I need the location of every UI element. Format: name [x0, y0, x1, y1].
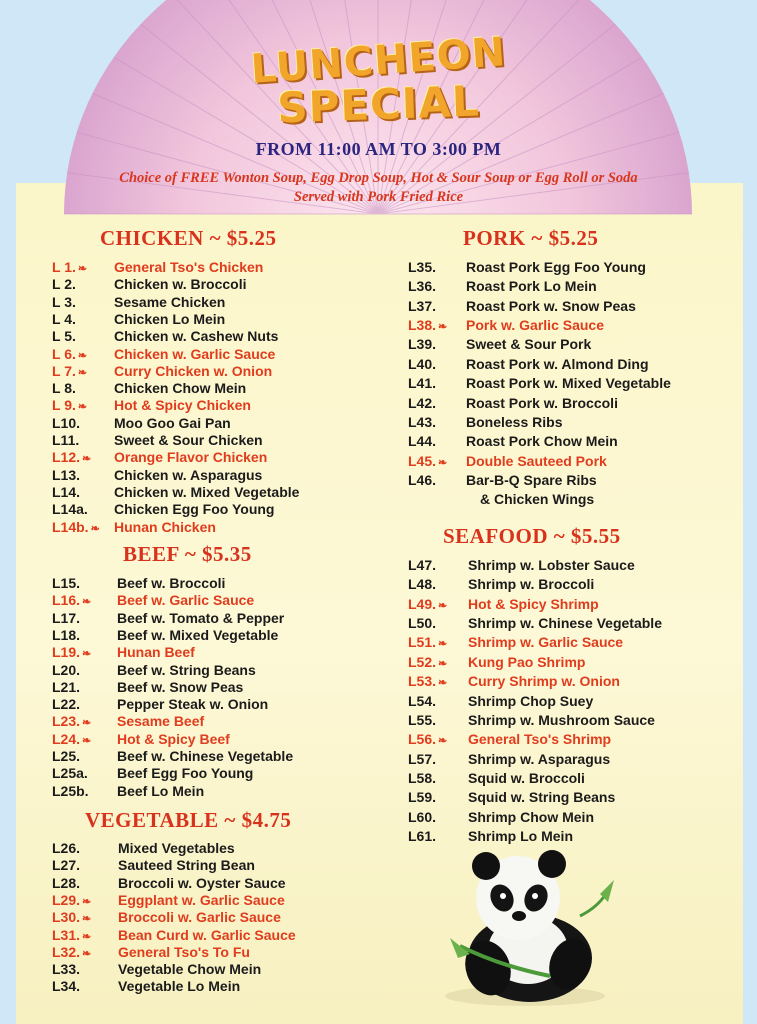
item-name: Hot & Spicy Shrimp [468, 595, 599, 612]
item-code: L 3. [52, 293, 76, 310]
item-name: Roast Pork Chow Mein [466, 433, 618, 450]
served-with-text: Served with Pork Fried Rice [293, 189, 464, 205]
menu-item [52, 944, 382, 961]
menu-item [408, 828, 738, 845]
item-name: Chicken w. Mixed Vegetable [114, 483, 300, 500]
item-code: L10. [52, 414, 81, 431]
item-name: Mixed Vegetables [118, 840, 235, 856]
menu-item [408, 278, 738, 295]
menu-item [408, 673, 738, 690]
spicy-marker-icon: ❧ [77, 349, 88, 362]
menu-item [52, 696, 382, 713]
item-code: L13. [52, 466, 81, 483]
item-code: L42. [408, 394, 437, 411]
item-code: L25. [52, 748, 81, 764]
menu-item [408, 789, 738, 806]
item-name: Shrimp Lo Mein [468, 827, 573, 844]
menu-item [408, 693, 738, 710]
item-name: Roast Pork Lo Mein [466, 278, 597, 295]
item-name: Eggplant w. Garlic Sauce [118, 891, 285, 908]
item-name: General Tso's To Fu [118, 943, 250, 960]
item-code: L22. [52, 696, 81, 713]
menu-item [408, 809, 738, 826]
menu-item [52, 259, 382, 276]
menu-item [52, 713, 382, 730]
item-code: L20. [52, 661, 81, 678]
item-name: Chicken w. Broccoli [114, 276, 247, 293]
item-code: L30. ❧ [52, 909, 92, 926]
item-name: Sesame Chicken [114, 293, 226, 310]
item-code: L18. [52, 626, 81, 643]
spicy-marker-icon: ❧ [82, 930, 92, 943]
menu-item [408, 654, 738, 671]
menu-item [52, 276, 382, 293]
item-code: L46. [408, 471, 437, 488]
item-name: Shrimp w. Garlic Sauce [468, 634, 624, 651]
item-name: Kung Pao Shrimp [468, 653, 586, 670]
item-code: L45. ❧ [408, 452, 448, 469]
item-code: L14b. ❧ [52, 518, 100, 535]
spicy-marker-icon: ❧ [82, 717, 92, 730]
menu-item [52, 311, 382, 328]
section-title-vegetable: VEGETABLE ~ $4.75 [85, 808, 292, 832]
item-name: Beef w. Chinese Vegetable [117, 748, 294, 764]
item-code: L27. [52, 857, 81, 874]
item-name: Boneless Ribs [466, 413, 563, 430]
item-code: L59. [408, 789, 437, 806]
item-name: Shrimp Chop Suey [468, 692, 594, 709]
menu-item [52, 892, 382, 909]
item-code: L36. [408, 278, 437, 295]
item-name: Beef w. Tomato & Pepper [117, 609, 285, 626]
item-name: Pork w. Garlic Sauce [466, 317, 604, 334]
item-name: Chicken Chow Mein [114, 380, 247, 397]
item-code: L60. [408, 808, 437, 825]
item-code: L48. [408, 576, 437, 593]
section-title-beef: BEEF ~ $5.35 [123, 542, 252, 566]
item-code: L 1. ❧ [52, 259, 88, 275]
menu-item [408, 634, 738, 651]
spicy-marker-icon: ❧ [438, 735, 448, 748]
menu-item [52, 909, 382, 926]
item-code: L54. [408, 692, 437, 709]
item-code: L17. [52, 609, 81, 626]
item-code: L14. [52, 483, 81, 500]
menu-item [408, 472, 738, 489]
item-name: Roast Pork w. Almond Ding [466, 355, 649, 372]
menu-item [52, 978, 382, 995]
item-code: L57. [408, 750, 437, 767]
menu-item [408, 615, 738, 632]
item-name: Vegetable Chow Mein [118, 961, 262, 978]
menu-item [408, 414, 738, 431]
item-code: L25a. [52, 765, 88, 782]
spicy-marker-icon: ❧ [82, 453, 92, 466]
item-code: L53. ❧ [408, 673, 448, 690]
item-name: Beef w. String Beans [117, 661, 256, 678]
free-choice-text: Choice of FREE Wonton Soup, Egg Drop Soup, Hot & Sour Soup or Egg Roll or Soda [119, 170, 638, 186]
item-code: L28. [52, 874, 81, 891]
item-code: L55. [408, 711, 437, 728]
item-name: Squid w. String Beans [468, 789, 616, 806]
item-code: L41. [408, 375, 437, 392]
item-code: L23. ❧ [52, 713, 92, 730]
item-name: Moo Goo Gai Pan [114, 414, 231, 431]
item-code: L14a. [52, 501, 88, 518]
spicy-marker-icon: ❧ [438, 599, 448, 612]
item-code: L 2. [52, 276, 76, 293]
item-name: Bar-B-Q Spare Ribs [466, 471, 597, 488]
item-name: Hunan Beef [117, 644, 195, 661]
item-name: Pepper Steak w. Onion [117, 696, 269, 713]
item-code: L25b. [52, 782, 89, 799]
menu-item [52, 380, 382, 397]
spicy-marker-icon: ❧ [82, 734, 92, 747]
menu-item [52, 294, 382, 311]
spicy-marker-icon: ❧ [82, 895, 92, 908]
menu-item [52, 501, 382, 518]
menu-item [52, 432, 382, 449]
item-code: L39. [408, 336, 437, 353]
menu-item [52, 575, 382, 592]
item-name: Broccoli w. Oyster Sauce [118, 874, 286, 891]
item-code: L21. [52, 678, 81, 695]
spicy-marker-icon: ❧ [90, 522, 100, 535]
hours-text: FROM 11:00 AM TO 3:00 PM [255, 139, 502, 159]
item-code: L33. [52, 961, 81, 978]
item-name: Shrimp w. Chinese Vegetable [468, 615, 662, 631]
item-code: L56. ❧ [408, 731, 448, 748]
item-name: Hunan Chicken [114, 518, 216, 535]
item-name: Roast Pork Egg Foo Young [466, 259, 646, 275]
item-code: L29. ❧ [52, 891, 92, 908]
item-name: Shrimp w. Asparagus [468, 750, 611, 767]
item-name: Chicken Egg Foo Young [114, 501, 275, 518]
item-name: Sesame Beef [117, 713, 205, 730]
menu-item [408, 576, 738, 593]
item-name: Sweet & Sour Chicken [114, 432, 263, 448]
title-luncheon: LUNCHEON [249, 29, 508, 93]
item-code: L35. [408, 259, 437, 275]
menu-item [52, 857, 382, 874]
item-code: L58. [408, 769, 437, 786]
menu-item [52, 731, 382, 748]
menu-item [52, 875, 382, 892]
item-name: Curry Shrimp w. Onion [468, 673, 620, 690]
item-code: L49. ❧ [408, 595, 448, 612]
item-code: L37. [408, 297, 437, 314]
menu-item [52, 519, 382, 536]
menu-item [52, 592, 382, 609]
section-title-pork: PORK ~ $5.25 [463, 226, 599, 250]
item-name: General Tso's Chicken [114, 259, 264, 275]
menu-item [408, 336, 738, 353]
item-code: L26. [52, 840, 81, 856]
item-code: L47. [408, 557, 437, 573]
item-code: L44. [408, 433, 437, 450]
item-code: L43. [408, 413, 437, 430]
menu-item [52, 927, 382, 944]
item-code: L 4. [52, 310, 76, 327]
item-name: Shrimp w. Lobster Sauce [468, 557, 635, 573]
item-name: Beef w. Snow Peas [117, 678, 244, 695]
item-code: L38. ❧ [408, 317, 448, 334]
menu-item [52, 783, 382, 800]
item-name: Roast Pork w. Broccoli [466, 394, 618, 411]
menu-item [408, 298, 738, 315]
item-name: Shrimp w. Mushroom Sauce [468, 711, 655, 728]
spicy-marker-icon: ❧ [438, 638, 448, 651]
item-name: Roast Pork w. Mixed Vegetable [466, 375, 671, 392]
menu-item [52, 415, 382, 432]
spicy-marker-icon: ❧ [77, 263, 88, 275]
spicy-marker-icon: ❧ [77, 366, 88, 379]
menu-item [52, 467, 382, 484]
menu-item [408, 491, 738, 508]
item-code: L32. ❧ [52, 943, 92, 960]
menu-item [408, 751, 738, 768]
item-code: L52. ❧ [408, 653, 448, 670]
item-name: & Chicken Wings [480, 491, 595, 508]
menu-item [408, 731, 738, 748]
menu-item [52, 840, 382, 857]
menu-item [52, 397, 382, 414]
item-code: L51. ❧ [408, 634, 448, 651]
item-code: L61. [408, 827, 437, 844]
item-name: Curry Chicken w. Onion [114, 362, 273, 379]
item-name: Hot & Spicy Beef [117, 730, 230, 747]
menu-item [408, 770, 738, 787]
menu-item [52, 363, 382, 380]
item-name: Bean Curd w. Garlic Sauce [118, 926, 296, 943]
item-name: Shrimp Chow Mein [468, 808, 594, 825]
item-name: General Tso's Shrimp [468, 731, 612, 748]
item-name: Hot & Spicy Chicken [114, 397, 251, 414]
menu-item [52, 644, 382, 661]
item-code: L11. [52, 432, 80, 448]
item-name: Beef w. Garlic Sauce [117, 592, 255, 609]
item-code: L40. [408, 355, 437, 372]
menu-item [408, 375, 738, 392]
spicy-marker-icon: ❧ [82, 947, 92, 960]
item-code: L24. ❧ [52, 730, 92, 747]
spicy-marker-icon: ❧ [438, 677, 448, 690]
menu-item [52, 662, 382, 679]
item-code: L31. ❧ [52, 926, 92, 943]
spicy-marker-icon: ❧ [82, 913, 92, 926]
spicy-marker-icon: ❧ [438, 456, 448, 469]
menu-item [408, 596, 738, 613]
item-name: Chicken Lo Mein [114, 310, 226, 327]
item-name: Orange Flavor Chicken [114, 449, 268, 466]
menu-item [52, 449, 382, 466]
section-title-seafood: SEAFOOD ~ $5.55 [443, 524, 621, 548]
spicy-marker-icon: ❧ [82, 596, 92, 609]
item-code: L 6. ❧ [52, 345, 88, 362]
item-name: Chicken w. Garlic Sauce [114, 345, 276, 362]
item-code: L16. ❧ [52, 592, 92, 609]
menu-item [408, 356, 738, 373]
item-name: Beef w. Broccoli [117, 575, 226, 591]
item-name: Squid w. Broccoli [468, 769, 585, 786]
item-code: L 8. [52, 380, 76, 397]
menu-item [408, 317, 738, 334]
menu-item [52, 679, 382, 696]
item-code: L50. [408, 615, 437, 631]
item-name: Shrimp w. Broccoli [468, 576, 595, 593]
item-name: Vegetable Lo Mein [118, 978, 241, 995]
item-name: Roast Pork w. Snow Peas [466, 297, 636, 314]
menu-item [52, 748, 382, 765]
spicy-marker-icon: ❧ [77, 401, 88, 414]
menu-item [408, 433, 738, 450]
panda-illustration [430, 846, 620, 1006]
menu-item [52, 484, 382, 501]
item-name: Sauteed String Bean [118, 857, 255, 874]
spicy-marker-icon: ❧ [438, 321, 448, 334]
menu-item [408, 395, 738, 412]
menu-item [408, 259, 738, 276]
item-name: Beef w. Mixed Vegetable [117, 626, 279, 643]
item-code: L 7. ❧ [52, 362, 88, 379]
item-code: L 9. ❧ [52, 397, 88, 414]
menu-item [52, 765, 382, 782]
item-name: Chicken w. Asparagus [114, 466, 263, 483]
menu-item [408, 557, 738, 574]
item-code: L15. [52, 575, 81, 591]
item-name: Beef Egg Foo Young [117, 765, 254, 782]
item-code: L12. ❧ [52, 449, 92, 466]
title-special: SPECIAL [276, 76, 481, 133]
menu-item [52, 627, 382, 644]
section-title-chicken: CHICKEN ~ $5.25 [100, 226, 277, 250]
item-name: Sweet & Sour Pork [466, 336, 592, 353]
spicy-marker-icon: ❧ [438, 657, 448, 670]
menu-item [52, 328, 382, 345]
item-name: Beef Lo Mein [117, 782, 205, 799]
menu-item [52, 610, 382, 627]
item-code: L34. [52, 978, 81, 995]
item-name: Double Sauteed Pork [466, 452, 607, 469]
menu-item [52, 961, 382, 978]
spicy-marker-icon: ❧ [82, 648, 92, 661]
item-code: L 5. [52, 328, 76, 345]
menu-item [408, 453, 738, 470]
item-name: Chicken w. Cashew Nuts [114, 328, 279, 345]
item-name: Broccoli w. Garlic Sauce [118, 909, 281, 926]
menu-item [408, 712, 738, 729]
menu-item [52, 346, 382, 363]
item-code: L19. ❧ [52, 644, 92, 661]
